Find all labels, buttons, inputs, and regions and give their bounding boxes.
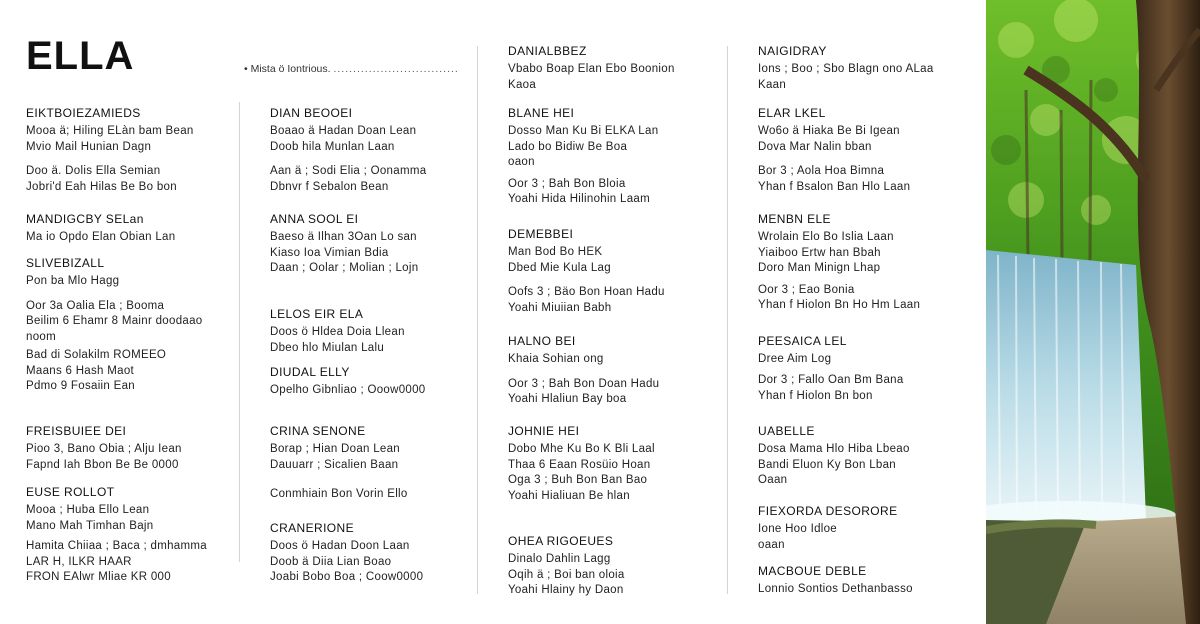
entry-line: Mvio Mail Hunian Dagn bbox=[26, 140, 152, 153]
entry-name: EUSE ROLLOT bbox=[26, 485, 115, 499]
entry-line: Dbed Mie Kula Lag bbox=[508, 261, 611, 274]
entry-name: DEMEBBEI bbox=[508, 227, 574, 241]
entry-line: Dor 3 ; Fallo Oan Bm Bana bbox=[758, 374, 904, 386]
entry-line: Bad di Solakilm ROMEEO bbox=[26, 349, 167, 361]
entry-line: Daan ; Oolar ; Molian ; Lojn bbox=[270, 262, 419, 274]
entry-name: PEESAICA LEL bbox=[758, 334, 847, 348]
entry-name: DIAN BEOOEI bbox=[270, 106, 353, 120]
menu-entry bbox=[26, 256, 241, 345]
entry-line: Wo6o ä Hiaka Be Bi Igean bbox=[758, 125, 900, 137]
menu-entry bbox=[270, 212, 485, 277]
entry-line: Dinalo Dahlin Lagg bbox=[508, 553, 611, 565]
entry-line: Oor 3 ; Eao Bonia bbox=[758, 283, 855, 296]
entry-line: Pioo 3, Bano Obia ; Alju Iean bbox=[26, 443, 182, 455]
entry-name: CRANERIONE bbox=[270, 521, 355, 535]
entry-name: OHEA RIGOEUES bbox=[508, 534, 614, 548]
menu-entry bbox=[758, 373, 973, 404]
entry-line: oaon bbox=[508, 156, 535, 168]
entry-line: Dbeo hlo Miulan Lalu bbox=[270, 341, 385, 354]
entry-line: Mooa ä; Hiling ELàn bam Bean bbox=[26, 125, 194, 137]
entry-line: Yhan f Hiolon Bn bon bbox=[758, 389, 873, 402]
entry-name: DIUDAL ELLY bbox=[270, 365, 350, 379]
column-divider bbox=[727, 46, 728, 594]
entry-line: Doro Man Minign Lhap bbox=[758, 262, 881, 274]
menu-entry bbox=[758, 212, 973, 314]
entry-line: Kiaso Ioa Vimian Bdia bbox=[270, 246, 389, 259]
tagline-dots: ................................ bbox=[333, 63, 459, 75]
menu-entry bbox=[270, 487, 485, 503]
menu-entry bbox=[26, 212, 241, 246]
entry-line: Jobri'd Eah Hilas Be Bo bon bbox=[26, 180, 177, 193]
column-header: DANIALBBEZ bbox=[508, 44, 587, 58]
menu-entry bbox=[508, 334, 723, 408]
menu-entry bbox=[758, 106, 973, 195]
entry-line: Mooa ; Huba Ello Lean bbox=[26, 504, 150, 516]
entry-line: Bor 3 ; Aola Hoa Bimna bbox=[758, 165, 885, 177]
menu-entry bbox=[508, 534, 723, 599]
entry-line: Kaoa bbox=[508, 78, 537, 91]
entry-line: Pon ba Mlo Hagg bbox=[26, 275, 120, 287]
entry-line: Thaa 6 Eaan Rosüio Hoan bbox=[508, 458, 651, 471]
entry-line: Dosso Man Ku Bi ELKA Lan bbox=[508, 125, 659, 137]
tagline bbox=[244, 63, 459, 75]
entry-name: FREISBUIEE DEI bbox=[26, 424, 127, 438]
entry-line: Vbabo Boap Elan Ebo Boonion bbox=[508, 63, 675, 75]
entry-line: Doob hila Munlan Laan bbox=[270, 140, 395, 153]
menu-entry bbox=[26, 424, 241, 473]
entry-line: Lonnio Sontios Dethanbasso bbox=[758, 583, 913, 595]
entry-line: Boaao ä Hadan Doan Lean bbox=[270, 125, 417, 137]
entry-line: oaan bbox=[758, 538, 785, 551]
entry-line: Dobo Mhe Ku Bo K Bli Laal bbox=[508, 443, 655, 455]
entry-name: MANDIGCBY SELan bbox=[26, 212, 144, 226]
entry-line: Yhan f Hiolon Bn Ho Hm Laan bbox=[758, 299, 921, 311]
entry-line: Dbnvr f Sebalon Bean bbox=[270, 180, 389, 193]
entry-name: MENBN ELE bbox=[758, 212, 831, 226]
entry-name: HALNO BEI bbox=[508, 334, 576, 348]
menu-entry bbox=[270, 521, 485, 586]
entry-line: Ione Hoo Idloe bbox=[758, 523, 838, 535]
entry-line: Wrolain Elo Bo Islia Laan bbox=[758, 231, 894, 243]
entry-line: Yoahi Hlaliun Bay boa bbox=[508, 393, 627, 405]
entry-line: Dauuarr ; Sicalien Baan bbox=[270, 458, 399, 471]
entry-line: Yhan f Bsalon Ban Hlo Laan bbox=[758, 180, 911, 193]
menu-entry bbox=[26, 485, 241, 586]
entry-line: Oor 3 ; Bah Bon Bloia bbox=[508, 177, 626, 190]
entry-line: Yoahi Hida Hilinohin Laam bbox=[508, 193, 650, 205]
entry-line: Oaan bbox=[758, 474, 788, 486]
entry-line: Man Bod Bo HEK bbox=[508, 246, 603, 258]
entry-line: noom bbox=[26, 330, 56, 343]
entry-name: UABELLE bbox=[758, 424, 815, 438]
entry-name: JOHNIE HEI bbox=[508, 424, 580, 438]
entry-line: Oqih ä ; Boi ban oloia bbox=[508, 568, 625, 581]
entry-line: Lado bo Bidiw Be Boa bbox=[508, 140, 628, 153]
menu-entry bbox=[270, 307, 485, 356]
entry-line: Doob ä Diia Lian Boao bbox=[270, 555, 392, 568]
entry-line: Conmhiain Bon Vorin Ello bbox=[270, 488, 408, 500]
entry-line: Oofs 3 ; Bäo Bon Hoan Hadu bbox=[508, 286, 665, 298]
menu-entry bbox=[508, 227, 723, 316]
menu-entry bbox=[508, 106, 723, 208]
entry-name: SLIVEBIZALL bbox=[26, 256, 105, 270]
entry-line: Dova Mar Nalin bban bbox=[758, 140, 872, 153]
entry-line: Yoahi Hialiuan Be hlan bbox=[508, 489, 630, 502]
entry-line: Yiaiboo Ertw han Bbah bbox=[758, 246, 881, 259]
entry-name: ELAR LKEL bbox=[758, 106, 826, 120]
entry-name: FIEXORDA DESORORE bbox=[758, 504, 898, 518]
entry-line: Bandi Eluon Ky Bon Lban bbox=[758, 458, 896, 471]
entry-name: ANNA SOOL EI bbox=[270, 212, 359, 226]
entry-line: Ions ; Boo ; Sbo Blagn ono ALaa bbox=[758, 63, 934, 75]
entry-line: Oor 3 ; Bah Bon Doan Hadu bbox=[508, 377, 660, 390]
entry-name: EIKTBOIEZAMIEDS bbox=[26, 106, 141, 120]
entry-line: Pdmo 9 Fosaiin Ean bbox=[26, 380, 135, 392]
entry-line: Yoahi Hlainy hy Daon bbox=[508, 584, 624, 596]
entry-name: LELOS EIR ELA bbox=[270, 307, 364, 321]
entry-line: Dree Aim Log bbox=[758, 353, 832, 365]
menu-entry bbox=[758, 564, 973, 598]
entry-line: Aan ä ; Sodi Elia ; Oonamma bbox=[270, 165, 427, 177]
brand-logo: ELLA bbox=[26, 34, 135, 78]
menu-entry bbox=[758, 424, 973, 489]
entry-line: Oga 3 ; Buh Bon Ban Bao bbox=[508, 474, 648, 486]
entry-line: Doos ö Hadan Doon Laan bbox=[270, 540, 410, 552]
waterfall-photo bbox=[986, 0, 1200, 624]
entry-line: Yoahi Miuiian Babh bbox=[508, 301, 612, 314]
entry-line: Baeso ä Ilhan 3Oan Lo san bbox=[270, 231, 417, 243]
entry-line: Opelho Gibnliao ; Ooow0000 bbox=[270, 384, 426, 396]
entry-line: Kaan bbox=[758, 78, 787, 91]
menu-entry bbox=[758, 44, 973, 93]
menu-entry bbox=[270, 106, 485, 195]
menu-entry bbox=[26, 106, 241, 195]
entry-line: LAR H, ILKR HAAR bbox=[26, 555, 132, 568]
entry-line: Oor 3a Oalia Ela ; Booma bbox=[26, 299, 165, 312]
menu-entry bbox=[758, 334, 973, 368]
entry-name: MACBOUE DEBLE bbox=[758, 564, 867, 578]
entry-line: Doos ö Hldea Doia Llean bbox=[270, 326, 405, 338]
entry-name: BLANE HEI bbox=[508, 106, 575, 120]
entry-line: Borap ; Hian Doan Lean bbox=[270, 443, 400, 455]
entry-line: Maans 6 Hash Maot bbox=[26, 364, 135, 377]
entry-line: Dosa Mama Hlo Hiba Lbeao bbox=[758, 443, 910, 455]
entry-line: Ma io Opdo Elan Obian Lan bbox=[26, 231, 176, 243]
entry-line: Fapnd Iah Bbon Be Be 0000 bbox=[26, 458, 179, 471]
entry-line: Joabi Bobo Boa ; Coow0000 bbox=[270, 571, 424, 583]
menu-entry bbox=[508, 424, 723, 504]
entry-line: Beilim 6 Ehamr 8 Mainr doodaao bbox=[26, 315, 203, 327]
menu-entry bbox=[758, 504, 973, 553]
menu-entry bbox=[270, 365, 485, 399]
menu-entry bbox=[270, 424, 485, 473]
menu-entry bbox=[508, 44, 723, 93]
entry-line: FRON EAlwr Mliae KR 000 bbox=[26, 571, 171, 583]
entry-line: Doo ä. Dolis Ella Semian bbox=[26, 165, 161, 177]
entry-name: CRINA SENONE bbox=[270, 424, 366, 438]
column-header: NAIGIDRAY bbox=[758, 44, 827, 58]
menu-entry bbox=[26, 348, 241, 395]
entry-line: Hamita Chiiaa ; Baca ; dmhamma bbox=[26, 540, 207, 552]
entry-line: Khaia Sohian ong bbox=[508, 353, 604, 365]
entry-line: Mano Mah Timhan Bajn bbox=[26, 519, 154, 532]
tagline-text: • Mista ö Iontrious. bbox=[244, 63, 331, 75]
